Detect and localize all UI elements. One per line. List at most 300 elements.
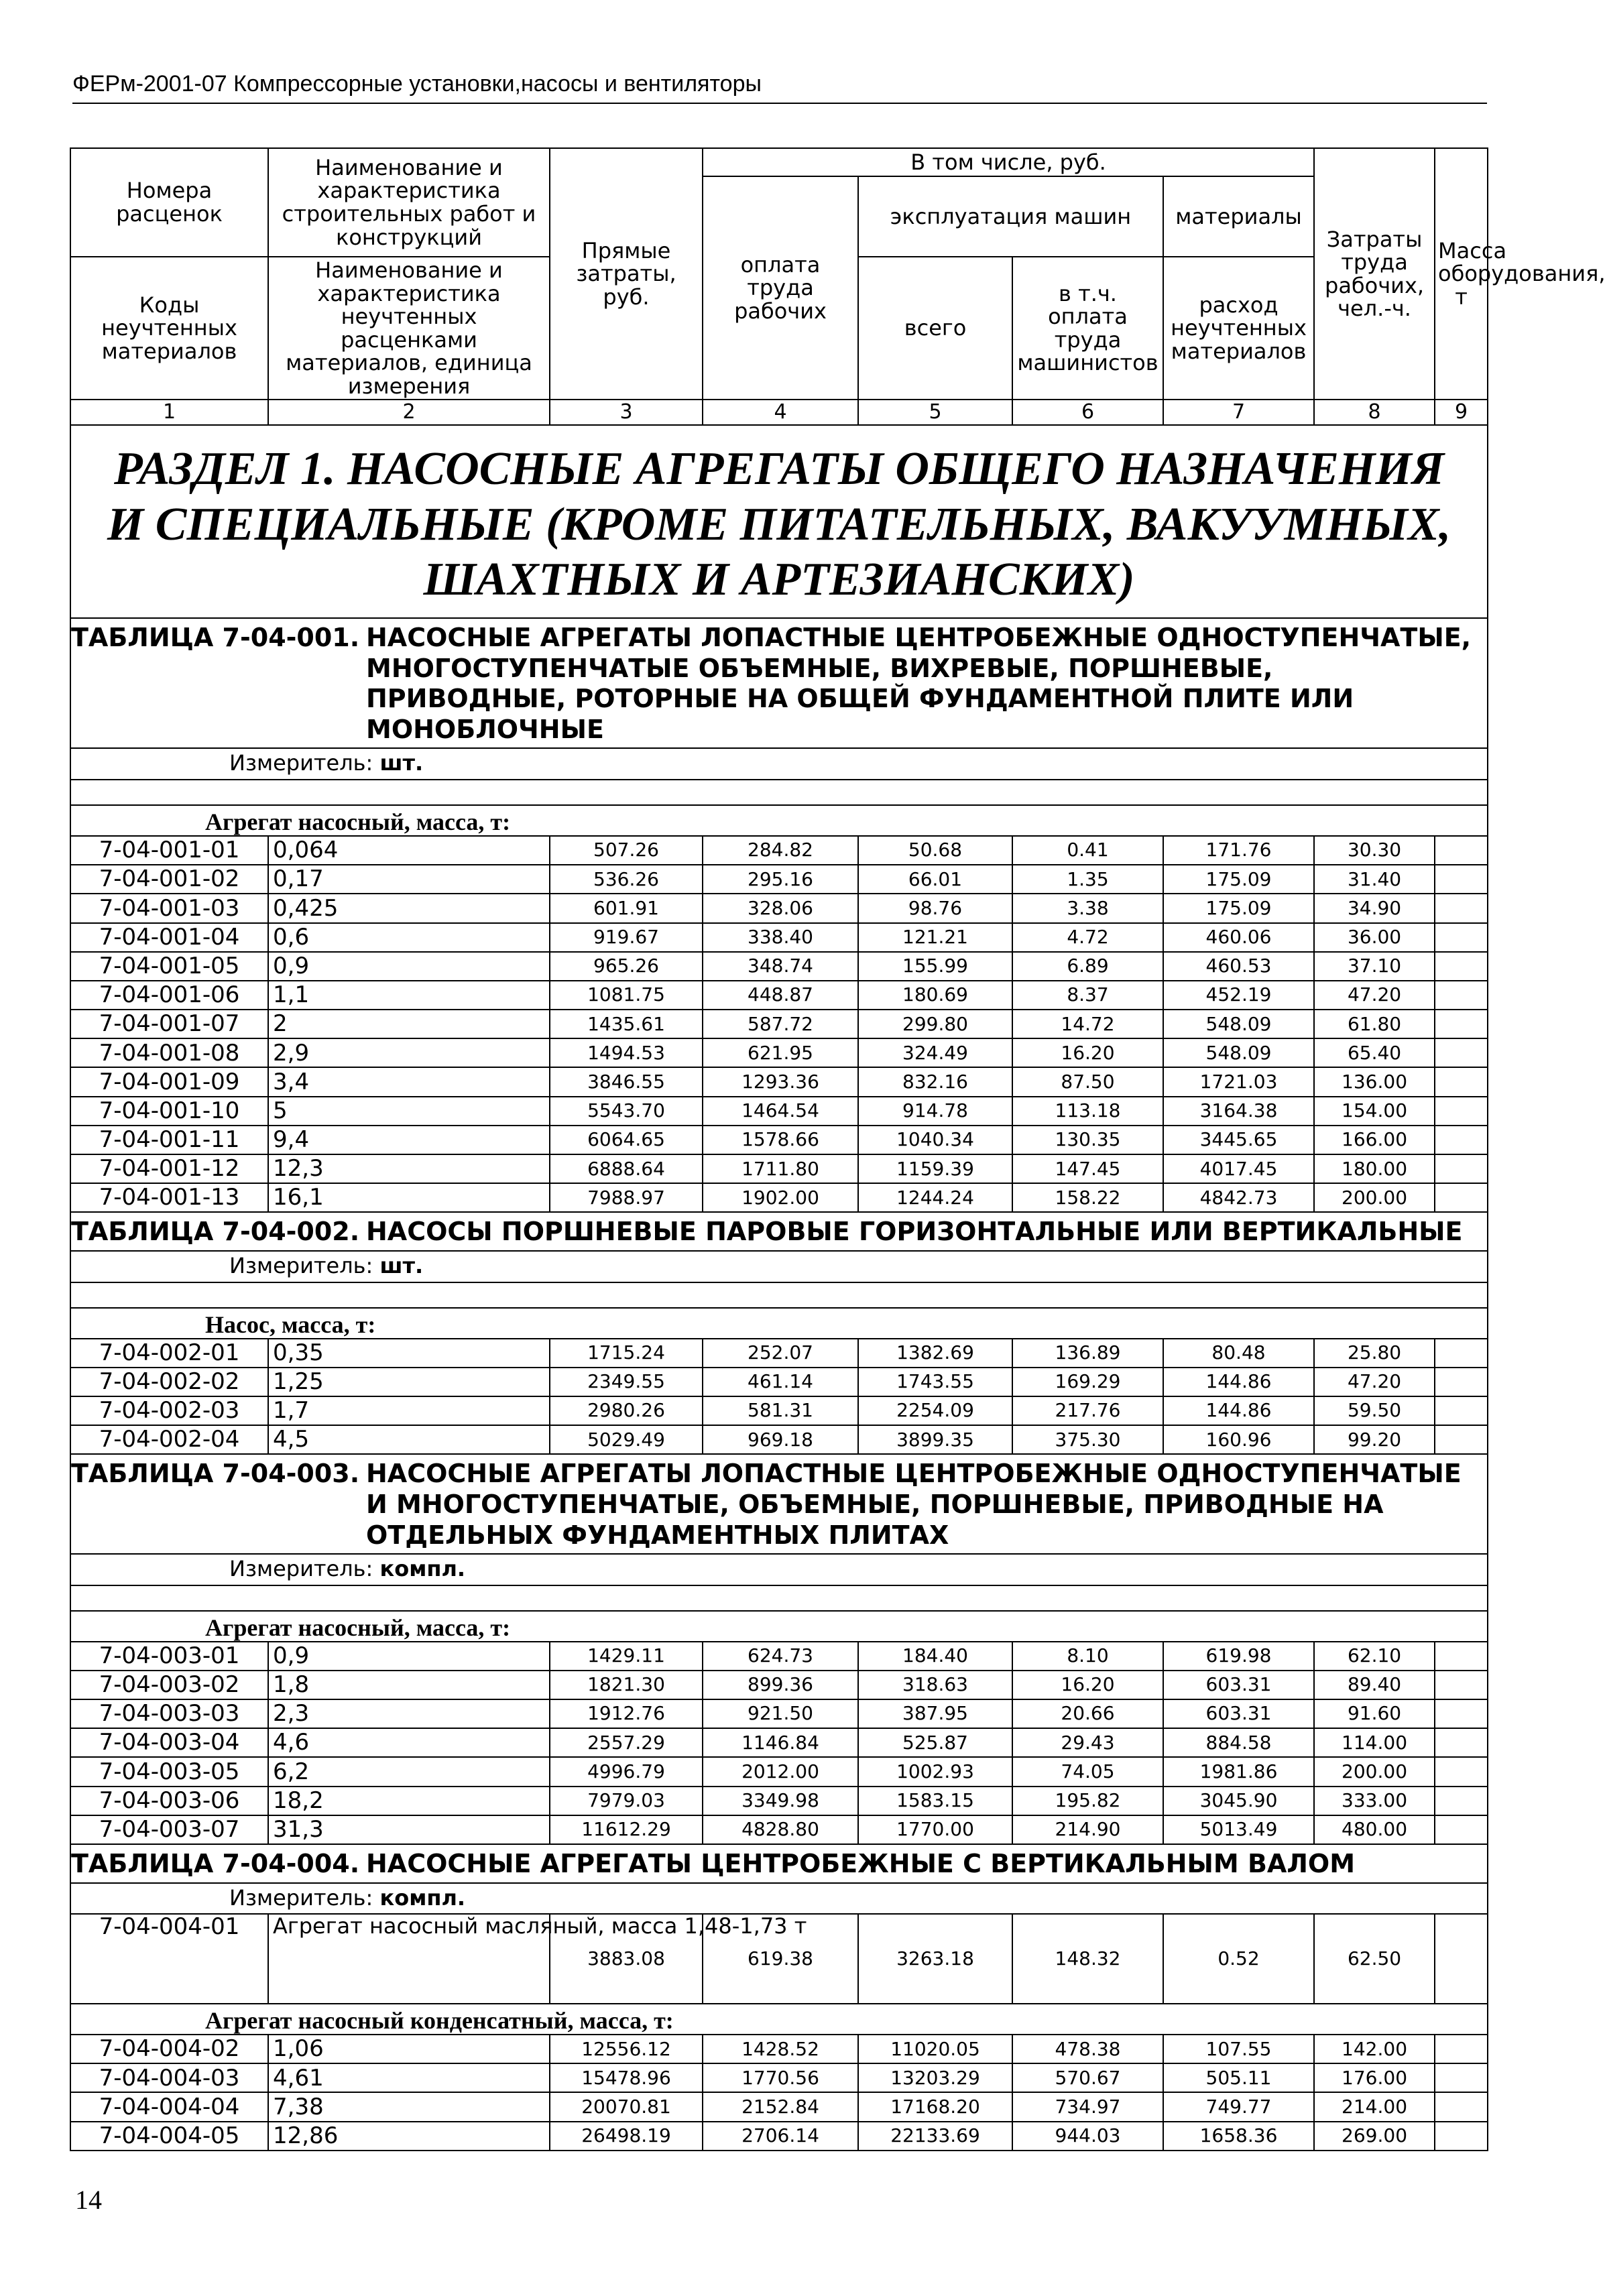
cell-value: 16.20 — [1012, 1038, 1163, 1067]
cell-value — [1435, 1787, 1488, 1815]
cell-value: 136.00 — [1314, 1067, 1435, 1096]
cell-value: 59.50 — [1314, 1396, 1435, 1425]
group-heading: Агрегат насосный конденсатный, масса, т: — [70, 2004, 1488, 2035]
cell-value: 548.09 — [1163, 1038, 1314, 1067]
cell-value: 7979.03 — [550, 1787, 703, 1815]
table-title-row — [70, 618, 1488, 748]
cell-value: 4.72 — [1012, 923, 1163, 952]
cell-value: 217.76 — [1012, 1396, 1163, 1425]
mass-value: 31,3 — [268, 1815, 550, 1844]
table-title-row — [70, 1212, 1488, 1251]
cell-value: 1002.93 — [858, 1757, 1012, 1786]
mass-value: 0,35 — [268, 1339, 550, 1368]
cell-value: 87.50 — [1012, 1067, 1163, 1096]
cell-value — [1435, 1067, 1488, 1096]
rate-code: 7-04-002-04 — [70, 1425, 268, 1454]
cell-value: 144.86 — [1163, 1368, 1314, 1396]
cell-value — [1435, 1728, 1488, 1757]
cell-value: 1428.52 — [703, 2035, 858, 2063]
gap-cell — [70, 780, 1488, 805]
cell-value: 284.82 — [703, 836, 858, 865]
cell-value: 1159.39 — [858, 1154, 1012, 1183]
cell-value: 6064.65 — [550, 1126, 703, 1154]
cell-value: 1382.69 — [858, 1339, 1012, 1368]
rate-code: 7-04-004-02 — [70, 2035, 268, 2063]
cell-value: 1658.36 — [1163, 2122, 1314, 2151]
cell-value: 1146.84 — [703, 1728, 858, 1757]
cell-value: 1040.34 — [858, 1126, 1012, 1154]
cell-value: 166.00 — [1314, 1126, 1435, 1154]
mass-value: 1,8 — [268, 1671, 550, 1699]
cell-value: 601.91 — [550, 894, 703, 922]
cell-value: 12556.12 — [550, 2035, 703, 2063]
rate-code: 7-04-002-02 — [70, 1368, 268, 1396]
cell-value: 34.90 — [1314, 894, 1435, 922]
cell-value: 3263.18 — [858, 1914, 1012, 2004]
cell-value — [1435, 1339, 1488, 1368]
column-number: 5 — [858, 400, 1012, 425]
cell-value: 884.58 — [1163, 1728, 1314, 1757]
group-heading-row — [70, 1611, 1488, 1642]
cell-value — [1435, 981, 1488, 1010]
cell-value — [1435, 1154, 1488, 1183]
mass-value: 1,06 — [268, 2035, 550, 2063]
mass-value: 9,4 — [268, 1126, 550, 1154]
table-row — [70, 1425, 1488, 1454]
cell-value: 448.87 — [703, 981, 858, 1010]
cell-value: 1981.86 — [1163, 1757, 1314, 1786]
cell-value: 1912.76 — [550, 1699, 703, 1728]
cell-value: 114.00 — [1314, 1728, 1435, 1757]
cell-value: 171.76 — [1163, 836, 1314, 865]
cell-value: 461.14 — [703, 1368, 858, 1396]
table-row — [70, 1368, 1488, 1396]
cell-value: 214.00 — [1314, 2092, 1435, 2121]
cell-value: 47.20 — [1314, 981, 1435, 1010]
rate-code: 7-04-003-05 — [70, 1757, 268, 1786]
cell-value: 581.31 — [703, 1396, 858, 1425]
cell-value: 1429.11 — [550, 1642, 703, 1671]
table-row — [70, 2063, 1488, 2092]
rate-code: 7-04-003-01 — [70, 1642, 268, 1671]
table-row — [70, 2122, 1488, 2151]
cell-value — [1435, 1671, 1488, 1699]
table-label: ТАБЛИЦА 7-04-003. — [71, 1459, 360, 1489]
table-title-text: НАСОСНЫЕ АГРЕГАТЫ ЛОПАСТНЫЕ ЦЕНТРОБЕЖНЫЕ ОДНОСТУПЕНЧАТЫЕ, МНОГОСТУПЕНЧАТЫЕ ОБЪЕМНЫЕ, ВИХРЕВЫЕ, ПОРШНЕВЫЕ, ПРИВОДНЫЕ, РОТОРНЫЕ НА ОБЩЕЙ ФУНДАМЕНТНОЙ ПЛИТЕ ИЛИ МОНОБЛОЧНЫЕ — [366, 623, 1472, 744]
rate-code: 7-04-001-02 — [70, 865, 268, 894]
cell-value: 37.10 — [1314, 952, 1435, 981]
mass-value: 0,6 — [268, 923, 550, 952]
header-work-name: Наименование и характеристика строительных работ и конструкций — [268, 148, 550, 257]
table-row — [70, 1097, 1488, 1126]
cell-value: 3349.98 — [703, 1787, 858, 1815]
cell-value — [1435, 1368, 1488, 1396]
cell-value: 80.48 — [1163, 1339, 1314, 1368]
cell-value: 548.09 — [1163, 1010, 1314, 1038]
cell-value: 3045.90 — [1163, 1787, 1314, 1815]
cell-value: 478.38 — [1012, 2035, 1163, 2063]
rate-code: 7-04-001-11 — [70, 1126, 268, 1154]
gap-row — [70, 1585, 1488, 1611]
cell-value: 1494.53 — [550, 1038, 703, 1067]
cell-value: 621.95 — [703, 1038, 858, 1067]
measure-unit: компл. — [379, 1884, 466, 1911]
cell-value: 121.21 — [858, 923, 1012, 952]
cell-value: 749.77 — [1163, 2092, 1314, 2121]
cell-value: 2152.84 — [703, 2092, 858, 2121]
header-rate-numbers: Номера расценок — [70, 148, 268, 257]
header-materials: материалы — [1163, 176, 1314, 257]
column-numbers — [70, 400, 1488, 425]
cell-value — [1435, 1396, 1488, 1425]
header-labor-hours: Затраты труда рабочих, чел.-ч. — [1314, 148, 1435, 400]
cell-value: 7988.97 — [550, 1183, 703, 1212]
cell-value — [1435, 2122, 1488, 2151]
gap-cell — [70, 1282, 1488, 1308]
cell-value: 944.03 — [1012, 2122, 1163, 2151]
cell-value: 2980.26 — [550, 1396, 703, 1425]
table-row — [70, 1815, 1488, 1844]
column-number: 4 — [703, 400, 858, 425]
cell-value: 47.20 — [1314, 1368, 1435, 1396]
cell-value: 89.40 — [1314, 1671, 1435, 1699]
rates-table — [70, 147, 1605, 2151]
cell-value: 130.35 — [1012, 1126, 1163, 1154]
rate-code: 7-04-003-03 — [70, 1699, 268, 1728]
cell-value: 1721.03 — [1163, 1067, 1314, 1096]
cell-value: 99.20 — [1314, 1425, 1435, 1454]
cell-value: 452.19 — [1163, 981, 1314, 1010]
column-number: 7 — [1163, 400, 1314, 425]
mass-value: 16,1 — [268, 1183, 550, 1212]
measure-row — [70, 748, 1488, 780]
cell-value: 3899.35 — [858, 1425, 1012, 1454]
cell-value: 1435.61 — [550, 1010, 703, 1038]
cell-value: 6.89 — [1012, 952, 1163, 981]
gap-row — [70, 1282, 1488, 1308]
header-direct-costs: Прямые затраты, руб. — [550, 148, 703, 400]
rate-code: 7-04-004-05 — [70, 2122, 268, 2151]
cell-value: 2349.55 — [550, 1368, 703, 1396]
cell-value: 214.90 — [1012, 1815, 1163, 1844]
cell-value: 1.35 — [1012, 865, 1163, 894]
cell-value — [1435, 865, 1488, 894]
cell-value — [1435, 1126, 1488, 1154]
cell-value: 338.40 — [703, 923, 858, 952]
cell-value: 1902.00 — [703, 1183, 858, 1212]
table-row — [70, 894, 1488, 922]
table-row — [70, 2092, 1488, 2121]
cell-value: 15478.96 — [550, 2063, 703, 2092]
cell-value — [1435, 1010, 1488, 1038]
header-material-name: Наименование и характеристика неучтенных расценками материалов, единица измерения — [268, 257, 550, 400]
cell-value: 603.31 — [1163, 1671, 1314, 1699]
cell-value: 13203.29 — [858, 2063, 1012, 2092]
column-number: 9 — [1435, 400, 1488, 425]
cell-value — [1435, 2063, 1488, 2092]
table-row — [70, 952, 1488, 981]
cell-value: 1711.80 — [703, 1154, 858, 1183]
table-row — [70, 1787, 1488, 1815]
cell-value: 184.40 — [858, 1642, 1012, 1671]
measure-label: Измеритель: — [229, 1253, 373, 1279]
table-label: ТАБЛИЦА 7-04-001. — [71, 623, 360, 653]
mass-value: 0,17 — [268, 865, 550, 894]
rate-code: 7-04-001-07 — [70, 1010, 268, 1038]
cell-value: 195.82 — [1012, 1787, 1163, 1815]
mass-value: 5 — [268, 1097, 550, 1126]
cell-value: 387.95 — [858, 1699, 1012, 1728]
table-row — [70, 1010, 1488, 1038]
cell-value: 74.05 — [1012, 1757, 1163, 1786]
cell-value: 619.38 — [703, 1914, 858, 2004]
table-title-row — [70, 1844, 1488, 1883]
cell-value: 1715.24 — [550, 1339, 703, 1368]
section-row — [70, 425, 1488, 618]
cell-value: 624.73 — [703, 1642, 858, 1671]
rate-code: 7-04-004-04 — [70, 2092, 268, 2121]
table-row — [70, 2035, 1488, 2063]
cell-value: 1770.00 — [858, 1815, 1012, 1844]
column-number: 1 — [70, 400, 268, 425]
cell-value: 25.80 — [1314, 1339, 1435, 1368]
cell-value: 921.50 — [703, 1699, 858, 1728]
rate-code: 7-04-004-03 — [70, 2063, 268, 2092]
table-row — [70, 1038, 1488, 1067]
cell-value: 91.60 — [1314, 1699, 1435, 1728]
column-number: 8 — [1314, 400, 1435, 425]
cell-value: 269.00 — [1314, 2122, 1435, 2151]
table-row — [70, 1339, 1488, 1368]
cell-value: 61.80 — [1314, 1010, 1435, 1038]
cell-value: 1821.30 — [550, 1671, 703, 1699]
cell-value: 2706.14 — [703, 2122, 858, 2151]
group-heading-row — [70, 1308, 1488, 1339]
cell-value — [1435, 952, 1488, 981]
cell-value: 1293.36 — [703, 1067, 858, 1096]
table-row — [70, 865, 1488, 894]
table-row — [70, 1699, 1488, 1728]
cell-value — [1435, 1183, 1488, 1212]
cell-value: 169.29 — [1012, 1368, 1163, 1396]
measure-unit: компл. — [379, 1556, 466, 1582]
measure-unit-line — [70, 1251, 1488, 1282]
rate-code: 7-04-001-06 — [70, 981, 268, 1010]
rate-code: 7-04-003-02 — [70, 1671, 268, 1699]
cell-value: 11612.29 — [550, 1815, 703, 1844]
cell-value: 299.80 — [858, 1010, 1012, 1038]
cell-value: 1743.55 — [858, 1368, 1012, 1396]
cell-value: 460.53 — [1163, 952, 1314, 981]
cell-value: 587.72 — [703, 1010, 858, 1038]
table-row — [70, 1671, 1488, 1699]
table-title-text: НАСОСНЫЕ АГРЕГАТЫ ЦЕНТРОБЕЖНЫЕ С ВЕРТИКАЛЬНЫМ ВАЛОМ — [366, 1848, 1356, 1878]
gap-row — [70, 780, 1488, 805]
table-body — [70, 425, 1488, 2151]
mass-value: 2 — [268, 1010, 550, 1038]
rate-code: 7-04-002-03 — [70, 1396, 268, 1425]
cell-value: 570.67 — [1012, 2063, 1163, 2092]
table-title — [70, 1212, 1488, 1251]
mass-value: 0,064 — [268, 836, 550, 865]
table-title-text: НАСОСНЫЕ АГРЕГАТЫ ЛОПАСТНЫЕ ЦЕНТРОБЕЖНЫЕ ОДНОСТУПЕНЧАТЫЕ И МНОГОСТУПЕНЧАТЫЕ, ОБЪЕМНЫЕ, ПОРШНЕВЫЕ, ПРИВОДНЫЕ НА ОТДЕЛЬНЫХ ФУНДАМЕНТНЫХ ПЛИТАХ — [366, 1459, 1462, 1550]
cell-value — [1435, 1097, 1488, 1126]
rate-code: 7-04-001-13 — [70, 1183, 268, 1212]
cell-value — [1435, 894, 1488, 922]
table-row — [70, 1396, 1488, 1425]
rate-code: 7-04-001-04 — [70, 923, 268, 952]
cell-value: 324.49 — [858, 1038, 1012, 1067]
mass-value: 2,9 — [268, 1038, 550, 1067]
cell-value: 375.30 — [1012, 1425, 1163, 1454]
mass-value: 0,9 — [268, 952, 550, 981]
rate-code: 7-04-001-10 — [70, 1097, 268, 1126]
measure-label: Измеритель: — [229, 750, 373, 776]
mass-value: 12,86 — [268, 2122, 550, 2151]
cell-value: 5013.49 — [1163, 1815, 1314, 1844]
rate-code: 7-04-001-12 — [70, 1154, 268, 1183]
cell-value: 200.00 — [1314, 1183, 1435, 1212]
cell-value: 29.43 — [1012, 1728, 1163, 1757]
table-row — [70, 1067, 1488, 1096]
cell-value: 969.18 — [703, 1425, 858, 1454]
cell-value: 6888.64 — [550, 1154, 703, 1183]
table-row — [70, 1914, 1488, 2004]
cell-value: 832.16 — [858, 1067, 1012, 1096]
cell-value: 536.26 — [550, 865, 703, 894]
cell-value: 147.45 — [1012, 1154, 1163, 1183]
cell-value: 144.86 — [1163, 1396, 1314, 1425]
header-worker-pay: оплата труда рабочих — [703, 176, 858, 400]
rate-code: 7-04-001-09 — [70, 1067, 268, 1096]
cell-value: 899.36 — [703, 1671, 858, 1699]
cell-value: 3.38 — [1012, 894, 1163, 922]
cell-value: 348.74 — [703, 952, 858, 981]
cell-value: 180.69 — [858, 981, 1012, 1010]
cell-value: 20.66 — [1012, 1699, 1163, 1728]
mass-value: 1,1 — [268, 981, 550, 1010]
table-row — [70, 923, 1488, 952]
cell-value — [1435, 1815, 1488, 1844]
cell-value — [1435, 923, 1488, 952]
cell-value: 98.76 — [858, 894, 1012, 922]
cell-value — [1435, 1914, 1488, 2004]
mass-value: 6,2 — [268, 1757, 550, 1786]
mass-value: 1,7 — [268, 1396, 550, 1425]
rate-code: 7-04-003-06 — [70, 1787, 268, 1815]
measure-unit: шт. — [379, 750, 424, 776]
cell-value: 965.26 — [550, 952, 703, 981]
cell-value — [1435, 2092, 1488, 2121]
header-unaccounted-codes: Коды неучтенных материалов — [70, 257, 268, 400]
cell-value: 4996.79 — [550, 1757, 703, 1786]
cell-value: 14.72 — [1012, 1010, 1163, 1038]
measure-label: Измеритель: — [229, 1884, 373, 1911]
cell-value: 0.52 — [1163, 1914, 1314, 2004]
cell-value: 148.32 — [1012, 1914, 1163, 2004]
table-row — [70, 1728, 1488, 1757]
cell-value: 8.10 — [1012, 1642, 1163, 1671]
measure-unit-line — [70, 1883, 1488, 1915]
rate-code: 7-04-001-05 — [70, 952, 268, 981]
cell-value: 507.26 — [550, 836, 703, 865]
cell-value — [1435, 1757, 1488, 1786]
rate-code: 7-04-003-04 — [70, 1728, 268, 1757]
running-header: ФЕРм-2001-07 Компрессорные установки,насосы и вентиляторы — [72, 71, 1487, 104]
cell-value: 17168.20 — [858, 2092, 1012, 2121]
cell-value: 2012.00 — [703, 1757, 858, 1786]
measure-row — [70, 1251, 1488, 1282]
cell-value: 1244.24 — [858, 1183, 1012, 1212]
measure-unit-line — [70, 748, 1488, 780]
cell-value — [1435, 1038, 1488, 1067]
cell-value: 107.55 — [1163, 2035, 1314, 2063]
mass-value: 18,2 — [268, 1787, 550, 1815]
table-title-text: НАСОСЫ ПОРШНЕВЫЕ ПАРОВЫЕ ГОРИЗОНТАЛЬНЫЕ ИЛИ ВЕРТИКАЛЬНЫЕ — [366, 1217, 1463, 1247]
cell-value: 1464.54 — [703, 1097, 858, 1126]
column-number: 2 — [268, 400, 550, 425]
cell-value — [1435, 836, 1488, 865]
cell-value: 1081.75 — [550, 981, 703, 1010]
table-title — [70, 1844, 1488, 1883]
cell-value: 30.30 — [1314, 836, 1435, 865]
mass-value: 0,425 — [268, 894, 550, 922]
cell-value: 1578.66 — [703, 1126, 858, 1154]
cell-value: 113.18 — [1012, 1097, 1163, 1126]
cell-value: 1583.15 — [858, 1787, 1012, 1815]
mass-value: 0,9 — [268, 1642, 550, 1671]
table-label: ТАБЛИЦА 7-04-002. — [71, 1217, 360, 1247]
cell-value: 5543.70 — [550, 1097, 703, 1126]
cell-value: 136.89 — [1012, 1339, 1163, 1368]
group-heading: Агрегат насосный, масса, т: — [70, 805, 1488, 836]
section-title: РАЗДЕЛ 1. НАСОСНЫЕ АГРЕГАТЫ ОБЩЕГО НАЗНАЧЕНИЯ И СПЕЦИАЛЬНЫЕ (КРОМЕ ПИТАТЕЛЬНЫХ, ВАКУУМНЫХ, ШАХТНЫХ И АРТЕЗИАНСКИХ) — [70, 425, 1488, 618]
cell-value: 31.40 — [1314, 865, 1435, 894]
measure-unit: шт. — [379, 1253, 424, 1279]
rate-description: Агрегат насосный масляный, масса 1,48-1,73 т — [268, 1914, 550, 2004]
cell-value: 2557.29 — [550, 1728, 703, 1757]
cell-value: 65.40 — [1314, 1038, 1435, 1067]
rate-code: 7-04-003-07 — [70, 1815, 268, 1844]
rate-code: 7-04-001-03 — [70, 894, 268, 922]
group-heading-row — [70, 2004, 1488, 2035]
cell-value: 734.97 — [1012, 2092, 1163, 2121]
cell-value: 1770.56 — [703, 2063, 858, 2092]
column-number: 6 — [1012, 400, 1163, 425]
cell-value: 2254.09 — [858, 1396, 1012, 1425]
table-row — [70, 981, 1488, 1010]
table-row — [70, 836, 1488, 865]
header-equipment-mass: Масса оборудования, т — [1435, 148, 1488, 400]
header-machine-total: всего — [858, 257, 1012, 400]
cell-value: 619.98 — [1163, 1642, 1314, 1671]
cell-value: 3846.55 — [550, 1067, 703, 1096]
table-title — [70, 1454, 1488, 1554]
cell-value: 4017.45 — [1163, 1154, 1314, 1183]
cell-value: 62.10 — [1314, 1642, 1435, 1671]
cell-value: 480.00 — [1314, 1815, 1435, 1844]
table-label: ТАБЛИЦА 7-04-004. — [71, 1848, 360, 1878]
column-number: 3 — [550, 400, 703, 425]
table-title — [70, 618, 1488, 748]
cell-value: 155.99 — [858, 952, 1012, 981]
cell-value: 8.37 — [1012, 981, 1163, 1010]
measure-row — [70, 1883, 1488, 1915]
cell-value: 460.06 — [1163, 923, 1314, 952]
cell-value: 252.07 — [703, 1339, 858, 1368]
cell-value: 50.68 — [858, 836, 1012, 865]
rate-code: 7-04-001-01 — [70, 836, 268, 865]
